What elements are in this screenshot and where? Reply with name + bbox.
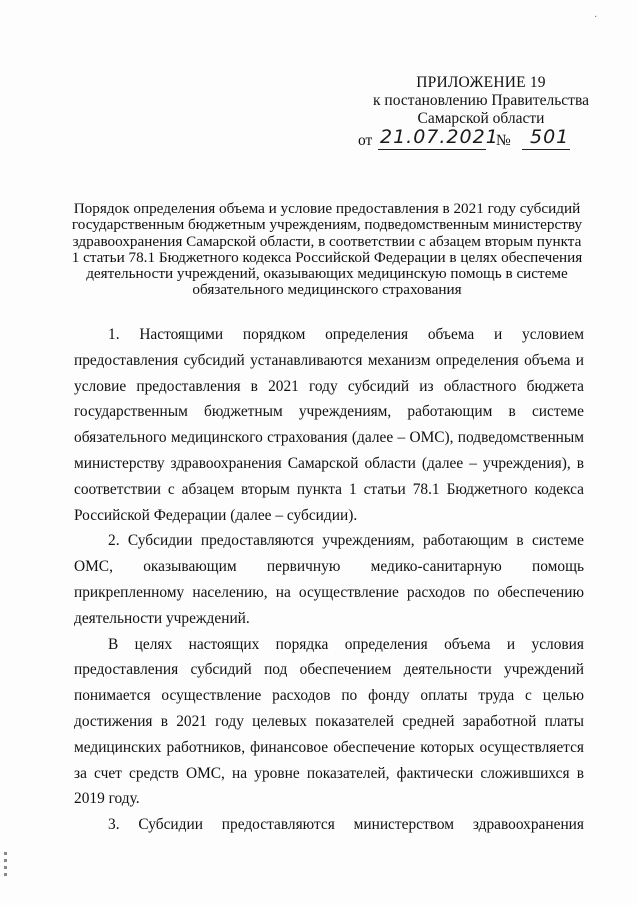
- appendix-block: [356, 74, 606, 128]
- number-underline: [522, 149, 570, 150]
- document-body: [74, 322, 584, 838]
- appendix-decree-line: к постановлению Правительства: [373, 92, 589, 109]
- scan-edge-marks: [2, 848, 10, 898]
- handwritten-date: 21.07.2021: [380, 126, 499, 148]
- date-underline: [378, 149, 486, 150]
- number-label: №: [496, 132, 511, 149]
- paragraph-4: 3. Субсидии предоставляются министерством здравоохранения: [108, 816, 584, 834]
- paragraph-2: 2. Субсидии предоставляются учреждениям, работающим в системе ОМС, оказывающим первичную медико-санитарную помощь прикрепленному населению, на осуществление расходов по обеспечению деятельности учреждений.: [74, 532, 584, 627]
- page-corner-mark: ·: [594, 12, 598, 23]
- appendix-title: ПРИЛОЖЕНИЕ 19: [416, 74, 546, 91]
- paragraph-3: В целях настоящих порядка определения объема и условия предоставления субсидий под обеспечением деятельности учреждений понимается осуществление расходов по фонду оплаты труда с целью достижения в 2021 году целевых показателей средней заработной платы медицинских работников, финансовое обеспечение которых осуществляется за счет средств ОМС, на уровне показателей, фактически сложившихся в 2019 году.: [74, 635, 584, 808]
- handwritten-number: 501: [530, 126, 570, 148]
- document-heading: Порядок определения объема и условие предоставления в 2021 году субсидий государственным бюджетным учреждениям, подведомственным министерству здравоохранения Самарской области, в соответствии с абзацем вторым пункта 1 статьи 78.1 Бюджетного кодекса Российской Федерации в целях обеспечения деятельности учреждений, оказывающих медицинскую помощь в системе обязательного медицинского страхования: [71, 200, 583, 299]
- date-number-line: [358, 126, 608, 154]
- appendix-region-line: Самарской области: [417, 110, 545, 127]
- from-label: от: [358, 132, 373, 149]
- paragraph-1: 1. Настоящими порядком определения объема и условием предоставления субсидий устанавливаются механизм определения объема и условие предоставления в 2021 году субсидий из областного бюджета государственным бюджетным учреждениям, работающим в системе обязательного медицинского страхования (далее – ОМС), подведомственным министерству здравоохранения Самарской области (далее – учреждения), в соответствии с абзацем вторым пункта 1 статьи 78.1 Бюджетного кодекса Российской Федерации (далее – субсидии).: [74, 326, 584, 524]
